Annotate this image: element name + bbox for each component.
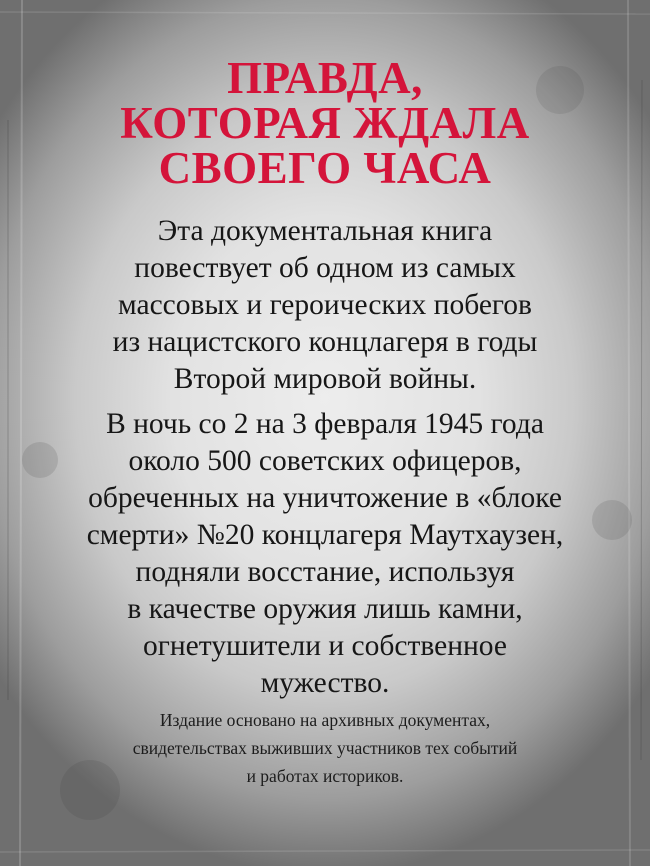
note-line: свидетельствах выживших участников тех событий [132,738,518,758]
headline-line: ПРАВДА, [227,53,423,103]
text-line: обреченных на уничтожение в «блоке [88,482,562,514]
intro-paragraph [0,213,650,398]
text-line: мужество. [260,667,390,699]
story-paragraph [0,406,650,702]
note-line: Издание основано на архивных документах, [159,710,491,730]
headline-line: СВОЕГО ЧАСА [158,143,492,193]
headline-line: КОТОРАЯ ЖДАЛА [120,98,530,148]
text-line: повествует об одном из самых [134,252,516,284]
text-line: Второй мировой войны. [173,363,477,395]
sources-note [0,706,650,790]
text-line: около 500 советских офицеров, [128,445,522,477]
text-line: Эта документальная книга [157,215,493,247]
note-line: и работах историков. [246,766,404,786]
text-line: В ночь со 2 на 3 февраля 1945 года [106,408,544,440]
headline [0,53,650,193]
text-line: из нацистского концлагеря в годы [112,326,538,358]
text-line: смерти» №20 концлагеря Маутхаузен, [86,519,564,551]
text-line: огнетушители и собственное [143,630,507,662]
text-line: подняли восстание, используя [135,556,515,588]
text-line: массовых и героических побегов [118,289,532,321]
text-line: в качестве оружия лишь камни, [127,593,523,625]
